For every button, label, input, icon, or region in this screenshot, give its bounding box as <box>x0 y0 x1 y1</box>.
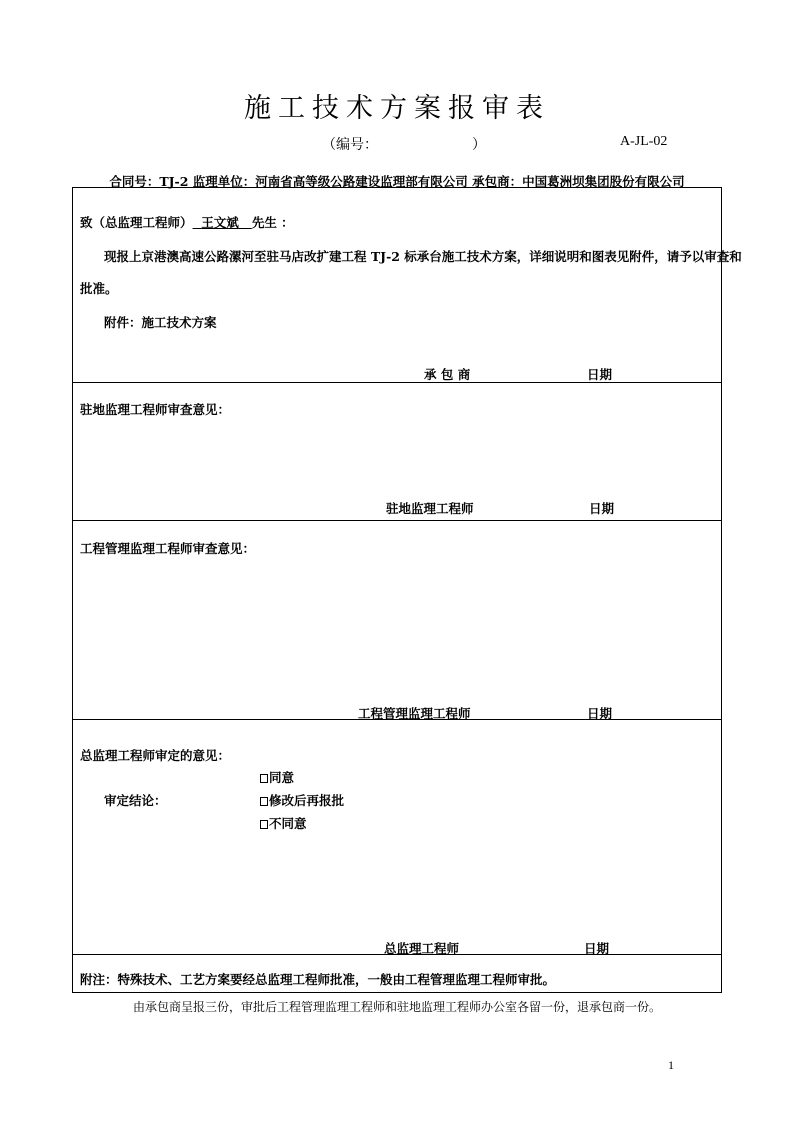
page-number: 1 <box>668 1058 674 1072</box>
section-divider <box>73 954 721 955</box>
checkbox-icon[interactable] <box>260 820 268 829</box>
submission-body-line2: 批准。 <box>80 281 118 296</box>
section-divider <box>73 719 721 720</box>
doc-number-close: ） <box>472 137 486 153</box>
option-approve[interactable]: 同意 <box>260 768 294 786</box>
submission-body-line1: 现报上京港澳高速公路漯河至驻马店改扩建工程 TJ-2 标承台施工技术方案，详细说明和图表见附件，请予以审查和 <box>104 249 742 264</box>
option-reject[interactable]: 不同意 <box>260 814 307 832</box>
contract-info-line: 合同号：TJ-2 监理单位：河南省高等级公路建设监理部有限公司 承包商：中国葛洲坝集团股份有限公司 <box>109 174 685 189</box>
chief-engineer-heading: 总监理工程师审定的意见： <box>80 748 231 763</box>
remark-note: 附注：特殊技术、工艺方案要经总监理工程师批准，一般由工程管理监理工程师审批。 <box>80 972 556 987</box>
checkbox-icon[interactable] <box>260 774 268 783</box>
chief-engineer-date-label: 日期 <box>584 941 610 956</box>
checkbox-icon[interactable] <box>260 797 268 806</box>
section-divider <box>73 382 721 383</box>
contractor-date-label: 日期 <box>587 367 613 382</box>
form-title: 施工技术方案报审表 <box>244 93 550 124</box>
addressee-prefix: 致（总监理工程师） <box>80 215 193 230</box>
form-code: A-JL-02 <box>620 134 668 149</box>
contractor-sign-label: 承 包 商 <box>424 367 471 382</box>
footer-note: 由承包商呈报三份，审批后工程管理监理工程师和驻地监理工程师办公室各留一份，退承包商一份。 <box>132 1000 661 1014</box>
addressee-suffix: 先生 ： <box>251 215 294 230</box>
conclusion-label: 审定结论： <box>104 793 167 808</box>
engineer-name: 王文斌 <box>201 215 239 230</box>
approval-form-table <box>72 187 742 993</box>
option-revise-resubmit[interactable]: 修改后再报批 <box>260 791 344 809</box>
resident-engineer-date-label: 日期 <box>589 501 615 516</box>
attachment-line: 附件：施工技术方案 <box>104 315 217 330</box>
management-engineer-heading: 工程管理监理工程师审查意见： <box>80 541 256 556</box>
doc-number-label: （编号： <box>322 137 378 153</box>
resident-engineer-heading: 驻地监理工程师审查意见： <box>80 402 231 417</box>
addressee-line <box>80 213 294 231</box>
management-engineer-date-label: 日期 <box>587 706 613 721</box>
chief-engineer-sign-label: 总监理工程师 <box>384 941 460 956</box>
management-engineer-sign-label: 工程管理监理工程师 <box>358 706 471 721</box>
resident-engineer-sign-label: 驻地监理工程师 <box>386 501 474 516</box>
section-divider <box>73 520 721 521</box>
